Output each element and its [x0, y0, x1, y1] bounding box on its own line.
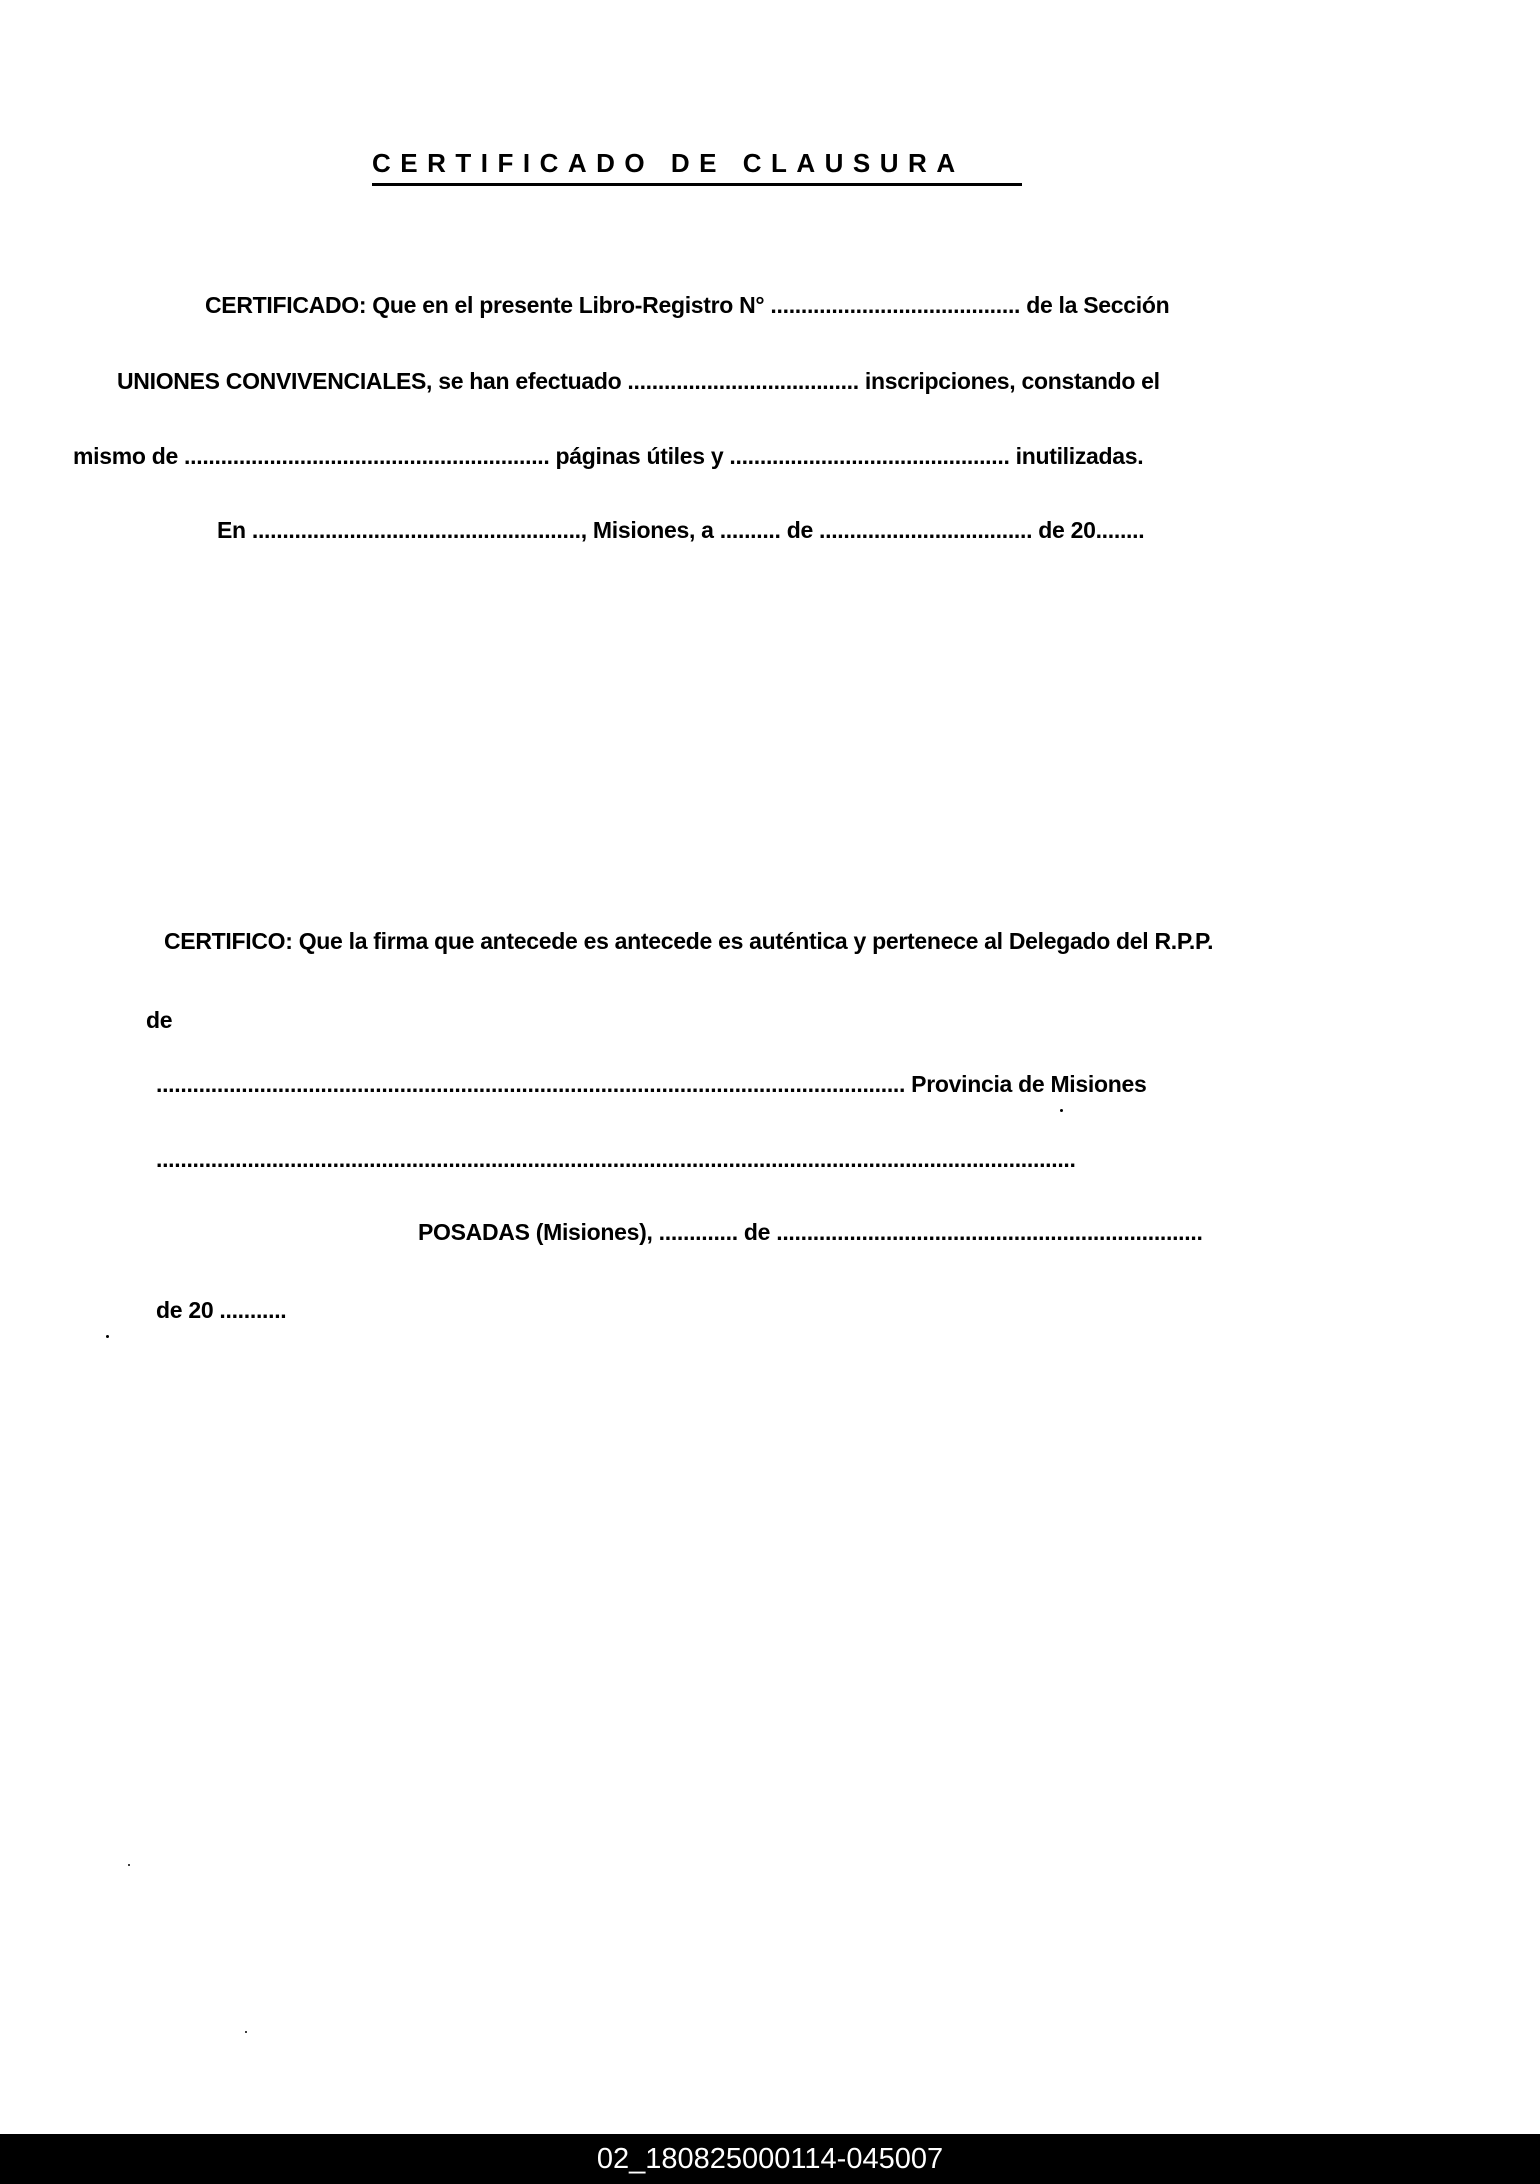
certifico-line-2: de [146, 1007, 173, 1033]
certificado-line-3: mismo de ............................................................ páginas útiles y .............................................. inutilizadas. [73, 443, 1144, 469]
certifico-line-4: ....................................................................................................................................................... [156, 1146, 1076, 1172]
scan-speck [106, 1335, 109, 1338]
scan-speck [128, 1864, 130, 1866]
scan-speck [245, 2031, 247, 2033]
certifico-line-6: de 20 ........... [156, 1297, 287, 1323]
scan-id-footer: 02_180825000114-045007 [0, 2134, 1540, 2184]
title-underline [372, 183, 1022, 186]
certifico-line-5: POSADAS (Misiones), ............. de ...................................................................... [418, 1219, 1203, 1245]
certificado-line-4: En ......................................................, Misiones, a .......... de ................................... de 20........ [217, 517, 1145, 543]
document-title: CERTIFICADO DE CLAUSURA [372, 148, 965, 178]
certificado-line-1: CERTIFICADO: Que en el presente Libro-Registro N° ......................................... de la Sección [205, 292, 1170, 318]
certificado-line-2: UNIONES CONVIVENCIALES, se han efectuado ...................................... inscripciones, constando el [117, 368, 1160, 394]
certifico-line-1: CERTIFICO: Que la firma que antecede es antecede es auténtica y pertenece al Delegado del R.P.P. [164, 928, 1214, 954]
scan-speck [1060, 1109, 1063, 1112]
certifico-line-3: ........................................................................................................................... Provincia de Misiones [156, 1071, 1147, 1097]
